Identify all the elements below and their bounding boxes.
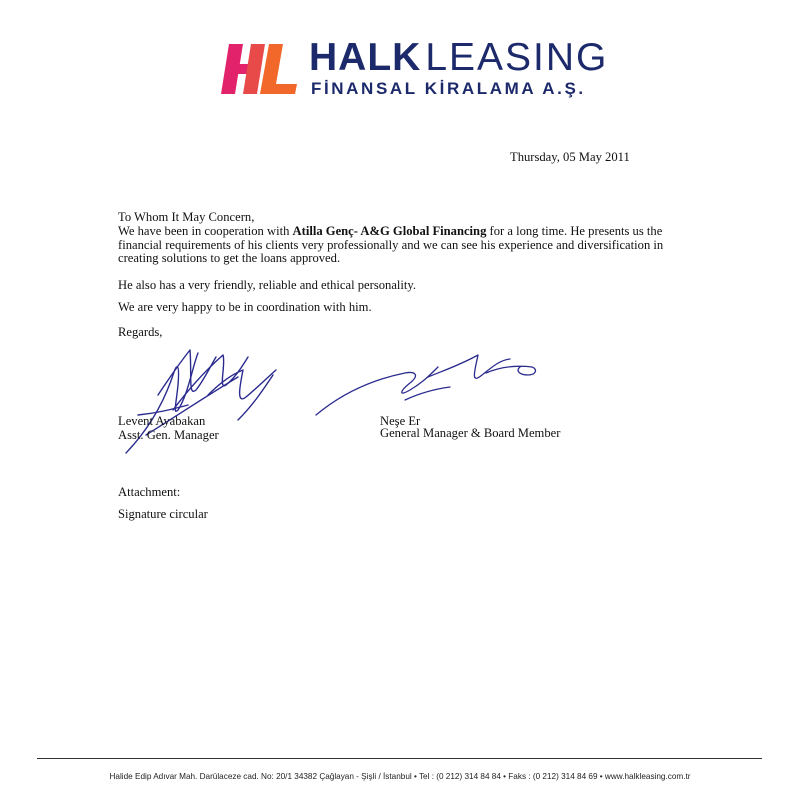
closing: Regards, (118, 325, 163, 339)
signatory-2-title: General Manager & Board Member (380, 426, 561, 440)
brand-subtitle: FİNANSAL KİRALAMA A.Ş. (311, 79, 586, 98)
attachment-item: Signature circular (118, 507, 208, 521)
footer-divider (37, 758, 762, 759)
attachment-label: Attachment: (118, 485, 181, 499)
signatory-2-name: Neşe Er (380, 414, 421, 428)
footer-address: Halide Edip Adıvar Mah. Darülaceze cad. No: 20/1 34382 Çağlayan - Şişli / İstanbul • Tel : (0 212) 314 84 84 • Faks : (0 212) 314 84 69 • www.halkleasing.com.tr (109, 772, 691, 781)
letter-date: Thursday, 05 May 2011 (510, 150, 630, 164)
halk-leasing-logo-icon (217, 42, 301, 96)
signatory-1-name: Levent Ayabakan (118, 414, 206, 428)
paragraph-2: He also has a very friendly, reliable and ethical personality. (118, 278, 417, 292)
brand-name-light: LEASING (425, 36, 609, 79)
paragraph-1 (118, 225, 688, 266)
brand-name (309, 38, 608, 78)
paragraph-1-client-name: Atilla Genç- A&G Global Financing (292, 224, 487, 238)
paragraph-3: We are very happy to be in coordination with him. (118, 300, 372, 314)
signature-right-icon (310, 345, 550, 425)
brand-name-bold: HALK (309, 36, 422, 79)
signatory-1-title: Asst. Gen. Manager (118, 428, 219, 442)
paragraph-1-end: for a long time. He presents us the financial requirements of his clients very professionally and we can see his experience and diversification in creating solutions to get the loans approved. (118, 224, 664, 265)
salutation: To Whom It May Concern, (118, 210, 255, 224)
paragraph-1-start: We have been in cooperation with (118, 224, 293, 238)
